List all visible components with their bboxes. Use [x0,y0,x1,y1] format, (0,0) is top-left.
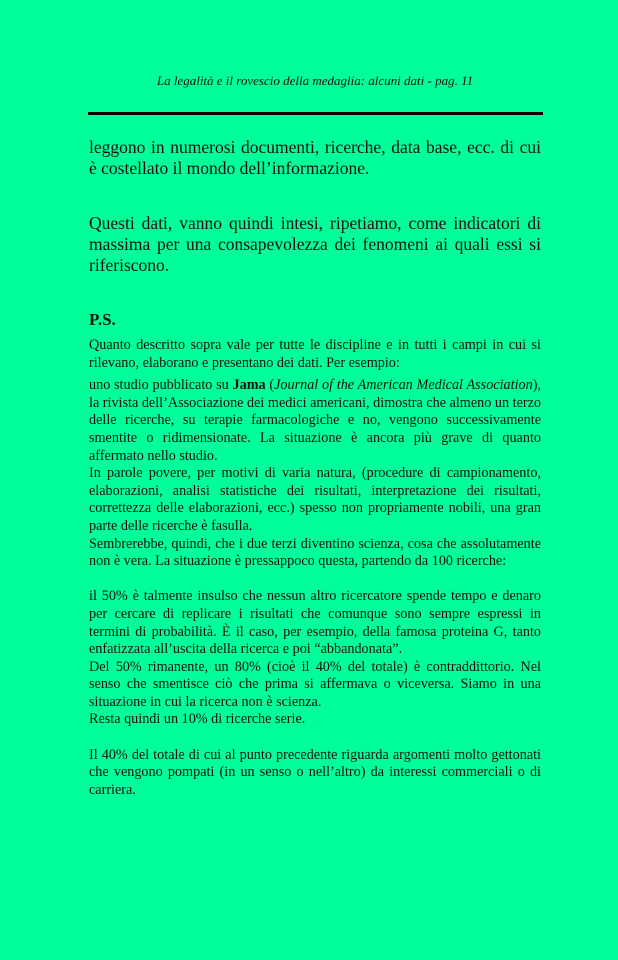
paragraph-indicators [89,213,541,276]
fifty-percent-paragraph: il 50% è talmente insulso che nessun altro ricercatore spende tempo e denaro per cercare di replicare i risultati che comunque sono sempre espressi in termini di probabilità. È il caso, per esempio, della famosa proteina G, tanto enfatizzata all’uscita della ricerca e poi “abbandonata”. [89,588,541,658]
study-paragraph [89,377,541,465]
poor-words-paragraph: In parole povere, per motivi di varia natura, (procedure di campionamento, elaborazioni, analisi statistiche dei risultati, interpretazione dei risultati, correttezza delle elaborazioni, ecc.) spesso non propriamente nobili, una gran parte delle ricerche è fasulla. [89,465,541,534]
two-thirds-paragraph: Sembrerebbe, quindi, che i due terzi diventino scienza, cosa che assolutamente non è vera. La situazione è pressappoco questa, partendo da 100 ricerche: [89,535,541,570]
paragraph-continuation [89,137,541,179]
paragraph-text: Questi dati, vanno quindi intesi, ripetiamo, come indicatori di massima per una consapevolezza dei fenomeni ai quali essi si riferiscono. [89,213,541,275]
forty-percent-paragraph: Il 40% del totale di cui al punto precedente riguarda argomenti molto gettonati che vengono pompati (in un senso o nell’altro) da interessi commerciali o di carriera. [89,746,541,798]
ps-section [89,337,541,799]
ps-intro: Quanto descritto sopra vale per tutte le discipline e in tutti i campi in cui si rilevano, elaborano e presentano dei dati. Per esempio: [89,337,541,371]
jama-name: Jama [232,377,266,394]
study-text: ), la rivista dell’Associazione dei medici americani, dimostra che almeno un terzo delle ricerche, su terapie farmacologiche e no, vengono successivamente smentite o ridimensionate. La situazione è ancora più grave di quanto affermato nello studio. [89,377,541,464]
ps-heading: P.S. [89,310,116,329]
header-rule [88,112,543,115]
remaining-paragraph: Del 50% rimanente, un 80% (cioè il 40% del totale) è contraddittorio. Nel senso che smentisce ciò che prima si affermava o viceversa. Siamo in una situazione in cui la ricerca non è scienza. [89,658,541,710]
study-text: ( [265,377,275,394]
journal-name: Journal of the American Medical Association [274,377,533,394]
paragraph-text: leggono in numerosi documenti, ricerche, data base, ecc. di cui è costellato il mondo dell’informazione. [89,137,541,178]
study-text: uno studio pubblicato su [89,377,233,394]
running-header: La legalità e il rovescio della medaglia: alcuni dati - pag. 11 [156,73,474,88]
ten-percent-paragraph: Resta quindi un 10% di ricerche serie. [89,711,306,728]
